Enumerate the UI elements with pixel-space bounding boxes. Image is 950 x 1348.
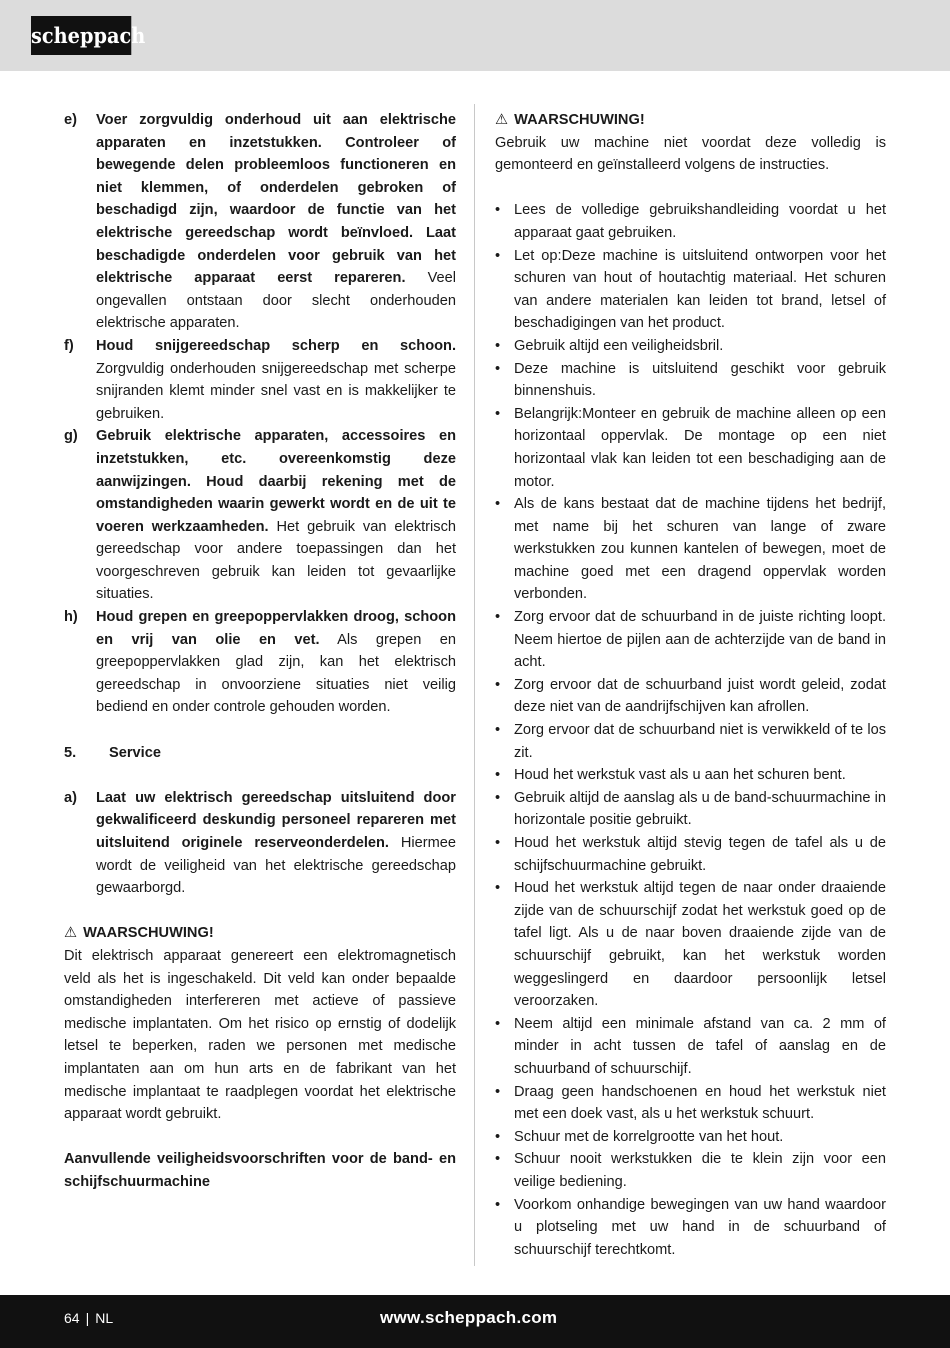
bullet-icon: • bbox=[495, 609, 501, 626]
website-link[interactable]: www.scheppach.com bbox=[380, 1308, 558, 1327]
closing-heading: Aanvullende veiligheidsvoorschriften voor de band- en schijfschuurmachine bbox=[64, 1151, 456, 1190]
item-bold-text: Voer zorgvuldig onderhoud uit aan elektrische apparaten en inzetstukken. Controleer of bewegende delen probleemloos functioneren en niet klemmen, of onderdelen gebroken of beschadigd zijn, waardoor de functie van het elektrische gereedschap wordt beïnvloed. Laat beschadigde onderdelen voor gebruik van het elektrische apparaat eerst repareren. bbox=[96, 112, 456, 287]
bullet-icon: • bbox=[495, 247, 501, 264]
warning-triangle-icon: ⚠ bbox=[495, 112, 509, 128]
bullet-text: Gebruik altijd een veiligheidsbril. bbox=[514, 337, 724, 354]
bullet-icon: • bbox=[495, 880, 501, 897]
right-column bbox=[495, 109, 886, 1261]
list-item bbox=[495, 1148, 886, 1193]
bullet-icon: • bbox=[495, 1128, 501, 1145]
item-label: f) bbox=[64, 337, 74, 354]
page-separator: | bbox=[85, 1310, 90, 1326]
bullet-text: Zorg ervoor dat de schuurband in de juiste richting loopt. Neem hiertoe de pijlen aan de achterzijde van de band in acht. bbox=[514, 609, 886, 671]
brand-logo: scheppach bbox=[31, 16, 131, 55]
item-normal-text: Het gebruik van elektrisch gereedschap voor andere toepassingen dan het voorgeschreven gebruik kan leiden tot gevaarlijke situaties. bbox=[96, 518, 456, 603]
bullet-text: Neem altijd een minimale afstand van ca. 2 mm of minder in acht tussen de tafel of aanslag en de schuurband of schuurschijf. bbox=[514, 1015, 886, 1077]
instruction-item bbox=[64, 425, 456, 606]
bullet-text: Draag geen handschoenen en houd het werkstuk niet met een doek vast, als u het werkstuk schuurt. bbox=[514, 1083, 886, 1123]
warning-heading-left bbox=[64, 922, 456, 945]
bullet-text: Als de kans bestaat dat de machine tijdens het bedrijf, met name bij het schuren van lange of zware werkstukken zou kunnen kantelen of bewegen, moet de machine goed met een dragend oppervlak worden verbonden. bbox=[514, 496, 886, 603]
list-item bbox=[495, 764, 886, 787]
bullet-text: Belangrijk:Monteer en gebruik de machine alleen op een horizontaal oppervlak. De montage op een niet horizontaal vlak kan leiden tot een beschadiging aan de motor. bbox=[514, 405, 886, 490]
warning-triangle-icon: ⚠ bbox=[64, 925, 78, 942]
list-item bbox=[495, 1013, 886, 1081]
item-text bbox=[96, 787, 456, 900]
section-title: Service bbox=[109, 744, 161, 761]
list-item bbox=[495, 719, 886, 764]
item-text bbox=[96, 606, 456, 719]
bullet-icon: • bbox=[495, 722, 501, 739]
language-code: NL bbox=[95, 1310, 114, 1326]
service-item-a bbox=[64, 787, 456, 900]
item-normal-text: Hiermee wordt de veiligheid van het elektrische gereedschap gewaarborgd. bbox=[96, 835, 456, 897]
list-item bbox=[495, 832, 886, 877]
section-heading bbox=[64, 742, 456, 765]
list-item bbox=[495, 493, 886, 606]
instruction-item bbox=[64, 109, 456, 335]
warning-text-left: Dit elektrisch apparaat genereert een elektromagnetisch veld als het is ingeschakeld. Dit veld kan onder bepaalde omstandigheden interfereren met actieve of passieve medische implantaten. Om het risico op ernstig of dodelijk letsel te beperken, raden we personen met medische implantaten aan om hun arts en de fabrikant van het medische implantaat te raadplegen voordat het elektrische apparaat wordt gebruikt. bbox=[64, 947, 456, 1123]
warning-heading-right bbox=[495, 109, 886, 132]
warning-title: WAARSCHUWING! bbox=[514, 112, 645, 128]
warning-title: WAARSCHUWING! bbox=[83, 925, 214, 942]
footer-bar bbox=[0, 1295, 950, 1348]
bullet-text: Zorg ervoor dat de schuurband niet is verwikkeld of te los zit. bbox=[514, 722, 886, 761]
item-label: e) bbox=[64, 112, 77, 128]
bullet-icon: • bbox=[495, 202, 501, 219]
list-item bbox=[495, 877, 886, 1013]
bullet-icon: • bbox=[495, 1151, 501, 1168]
warning-text-right: Gebruik uw machine niet voordat deze volledig is gemonteerd en geïnstalleerd volgens de instructies. bbox=[495, 134, 886, 174]
bullet-text: Zorg ervoor dat de schuurband juist wordt geleid, zodat deze niet van de aandrijfschijven kan afrollen. bbox=[514, 676, 886, 716]
bullet-icon: • bbox=[495, 835, 501, 851]
header-bar bbox=[0, 0, 950, 71]
left-column bbox=[64, 109, 456, 1194]
item-bold-text: Laat uw elektrisch gereedschap uitsluitend door gekwalificeerd deskundig personeel repareren met uitsluitend originele reserveonderdelen. bbox=[96, 789, 456, 851]
instruction-item bbox=[64, 335, 456, 425]
column-divider bbox=[474, 104, 475, 1266]
bullet-text: Schuur met de korrelgrootte van het hout. bbox=[514, 1128, 784, 1145]
bullet-icon: • bbox=[495, 337, 501, 354]
list-item bbox=[495, 245, 886, 335]
bullet-icon: • bbox=[495, 789, 501, 806]
bullet-icon: • bbox=[495, 1083, 501, 1100]
bullet-text: Deze machine is uitsluitend geschikt voor gebruik binnenshuis. bbox=[514, 360, 886, 400]
bullet-text: Gebruik altijd de aanslag als u de band-schuurmachine in horizontale positie gebruikt. bbox=[514, 789, 886, 829]
list-item bbox=[495, 199, 886, 244]
bullet-text: Let op:Deze machine is uitsluitend ontworpen voor het schuren van hout of houtachtig materiaal. Het schuren van andere materialen kan leiden tot brand, letsel of beschadigingen van het product. bbox=[514, 247, 886, 332]
bullet-text: Houd het werkstuk altijd stevig tegen de tafel als u de schijfschuurmachine gebruikt. bbox=[514, 835, 886, 874]
item-normal-text: Veel ongevallen ontstaan door slecht onderhouden elektrische apparaten. bbox=[96, 270, 456, 332]
item-text bbox=[96, 335, 456, 425]
bullet-icon: • bbox=[495, 360, 501, 377]
bullet-text: Houd het werkstuk vast als u aan het schuren bent. bbox=[514, 767, 846, 784]
list-item bbox=[495, 403, 886, 493]
list-item bbox=[495, 674, 886, 719]
list-item bbox=[495, 1194, 886, 1262]
bullet-icon: • bbox=[495, 1015, 501, 1032]
item-bold-text: Houd grepen en greepoppervlakken droog, schoon en vrij van olie en vet. bbox=[96, 609, 456, 648]
item-bold-text: Gebruik elektrische apparaten, accessoires en inzetstukken, etc. overeenkomstig deze aanwijzingen. Houd daarbij rekening met de omstandigheden waarin gewerkt wordt en de uit te voeren werkzaamheden. bbox=[96, 428, 456, 535]
safety-bullet-list bbox=[495, 199, 886, 1261]
bullet-text: Houd het werkstuk altijd tegen de naar onder draaiende zijde van de schuurschijf zodat het werkstuk goed op de tafel ligt. Als u de naar boven draaiende zijde van de schuurschijf gebruikt, kan het werkstuk worden weggeslingerd en daardoor persoonlijk letsel veroorzaken. bbox=[514, 880, 886, 1010]
item-bold-text: Houd snijgereedschap scherp en schoon. bbox=[96, 337, 456, 354]
bullet-icon: • bbox=[495, 496, 501, 513]
instruction-item bbox=[64, 606, 456, 719]
page-indicator bbox=[64, 1295, 113, 1341]
list-item bbox=[495, 358, 886, 403]
section-number: 5. bbox=[64, 744, 77, 761]
bullet-text: Voorkom onhandige bewegingen van uw hand waardoor u plotseling met uw hand in de schuurband of schuurschijf terechtkomt. bbox=[514, 1196, 886, 1258]
maintenance-items bbox=[64, 109, 456, 719]
bullet-text: Schuur nooit werkstukken die te klein zijn voor een veilige bediening. bbox=[514, 1151, 886, 1190]
item-text bbox=[96, 425, 456, 606]
item-label: h) bbox=[64, 609, 78, 626]
item-label: g) bbox=[64, 428, 78, 445]
bullet-icon: • bbox=[495, 1196, 501, 1213]
list-item bbox=[495, 787, 886, 832]
bullet-text: Lees de volledige gebruikshandleiding voordat u het apparaat gaat gebruiken. bbox=[514, 202, 886, 241]
item-label: a) bbox=[64, 789, 77, 806]
list-item bbox=[495, 1081, 886, 1126]
list-item bbox=[495, 1126, 886, 1149]
page-number: 64 bbox=[64, 1310, 80, 1326]
list-item bbox=[495, 335, 886, 358]
bullet-icon: • bbox=[495, 676, 501, 693]
list-item bbox=[495, 606, 886, 674]
bullet-icon: • bbox=[495, 767, 501, 784]
item-text bbox=[96, 109, 456, 335]
item-normal-text: Zorgvuldig onderhouden snijgereedschap met scherpe snijranden klemt minder snel vast en is makkelijker te gebruiken. bbox=[96, 360, 456, 422]
item-normal-text: Als grepen en greepoppervlakken glad zijn, kan het elektrisch gereedschap in onvoorziene situaties niet veilig bediend en onder controle gehouden worden. bbox=[96, 631, 456, 716]
bullet-icon: • bbox=[495, 405, 501, 422]
